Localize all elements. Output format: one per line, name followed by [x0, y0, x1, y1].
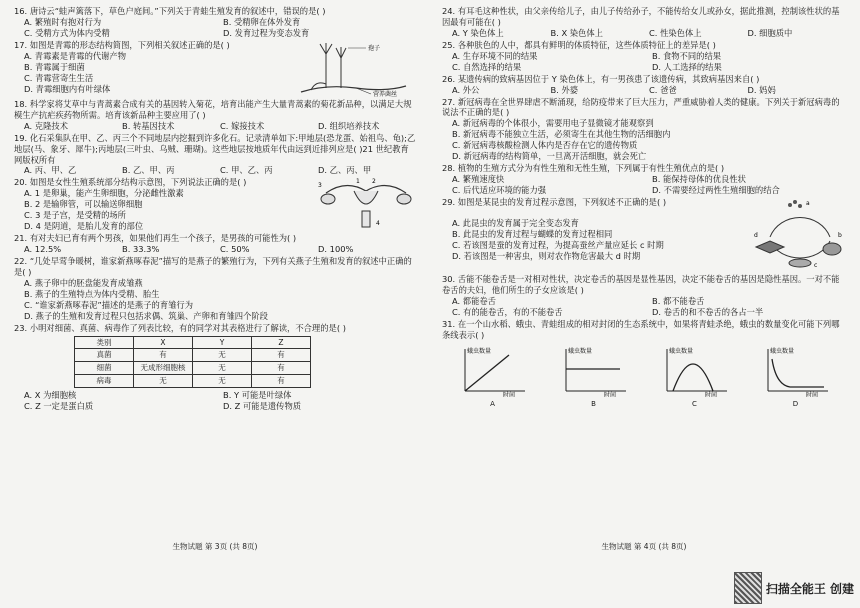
option-b: B. 乙、甲、丙 — [122, 165, 175, 176]
option-a: A. 12.5% — [24, 244, 62, 254]
fig-label: c — [814, 261, 818, 269]
table-cell: 无 — [193, 375, 252, 388]
option-c: C. 嫁接技术 — [220, 120, 265, 131]
option-d: D. 细胞质中 — [747, 27, 793, 38]
graph-option-d — [760, 345, 832, 409]
option-c: C. 性染色体上 — [649, 27, 702, 38]
table-cell: 有 — [134, 349, 193, 362]
option-d: D. 组织培养技术 — [318, 120, 380, 131]
fig-label: 1 — [356, 178, 360, 186]
fig-label: 营养菌丝 — [373, 90, 398, 98]
question-21 — [14, 233, 416, 255]
question-19 — [14, 133, 416, 177]
option-b: B. 受精卵在体外发育 — [223, 16, 301, 27]
fig-label: 2 — [372, 178, 376, 186]
option-a: A. 繁殖时有抱对行为 — [24, 16, 102, 27]
y-axis-label: 蛾虫数量 — [567, 347, 592, 355]
option-b: B. X 染色体上 — [550, 27, 603, 38]
table-cell: 细菌 — [75, 362, 134, 375]
question-18 — [14, 99, 416, 132]
option-b: B. 新冠病毒不能独立生活，必须寄生在其他生物的活细胞内 — [452, 129, 671, 140]
option-a: A. 青霉素是青霉的代谢产物 — [24, 50, 127, 61]
question-16 — [14, 6, 416, 39]
option-a: A. 新冠病毒的个体很小，需要用电子显微镜才能观察到 — [452, 118, 654, 129]
option-b: B. 都不能卷舌 — [652, 295, 705, 306]
graph-options — [442, 345, 846, 409]
option-c: C. 有的能卷舌，有的不能卷舌 — [452, 306, 563, 317]
page-footer: 生物试题 第 3页 (共 8页) — [172, 542, 258, 552]
fig-label: b — [838, 231, 842, 239]
table-cell: 有 — [252, 362, 311, 375]
fig-label: d — [754, 231, 758, 239]
graph-letter: B — [591, 399, 596, 408]
table-cell: 无 — [193, 349, 252, 362]
option-c: C. 3 是子宫，是受精的场所 — [24, 210, 126, 221]
question-stem: 25. 各种肤色的人中，都具有鲜明的体质特征，这些体质特征上的差异是( ) — [442, 39, 716, 50]
option-b: B. 33.3% — [122, 244, 160, 254]
question-25 — [442, 40, 846, 73]
table-row — [75, 349, 311, 362]
fig-label: a — [806, 199, 810, 207]
penicillium-diagram — [296, 40, 416, 98]
question-22 — [14, 256, 416, 322]
table-cell: 病毒 — [75, 375, 134, 388]
table-cell: 无 — [193, 362, 252, 375]
option-a: A. 丙、甲、乙 — [24, 165, 77, 176]
option-d: D. 发育过程为变态发育 — [223, 27, 310, 38]
fig-label: 孢子 — [368, 44, 381, 52]
x-axis-label: 时间 — [704, 391, 717, 397]
fig-label: 4 — [376, 220, 380, 228]
option-c: C. Z 一定是蛋白质 — [24, 401, 94, 411]
option-c: C. 自然选择的结果 — [452, 61, 522, 72]
option-d: D. 若该图是一种害虫，则对农作物危害最大 d 时期 — [452, 250, 641, 261]
question-stem: 22. “几处早莺争暖树，谁家新燕啄春泥”描写的是燕子的繁殖行为，下列有关燕子生殖和发育的叙述中正确的是( ) — [14, 255, 412, 277]
option-b: B. 能保持母体的优良性状 — [652, 174, 746, 185]
option-b: B. 外婆 — [550, 84, 579, 95]
option-c: C. 后代适应环境的能力强 — [452, 185, 547, 195]
option-b: B. Y 可能是叶绿体 — [223, 390, 292, 401]
option-c: C. 新冠病毒核酸检测人体内是否存在它的遗传物质 — [452, 140, 638, 151]
table-cell: 无成形细胞核 — [134, 362, 193, 375]
question-stem: 18. 科学家将艾草中与青蒿素合成有关的基因转入菊花，培育出能产生大量青蒿素的菊花新品种，以满足大规模生产抗疟疾药物所需。培育该新品种主要应用了( ) — [14, 98, 412, 120]
qr-code-icon — [734, 572, 762, 604]
option-a: A. X 为细胞核 — [24, 390, 77, 401]
x-axis-label: 时间 — [502, 391, 515, 397]
comparison-table — [74, 336, 311, 389]
option-d: D. 新冠病毒的结构简单，一旦离开活细胞，就会死亡 — [452, 151, 647, 162]
watermark-text: 扫描全能王 创建 — [765, 581, 854, 596]
insect-lifecycle-diagram — [750, 197, 846, 273]
option-c: C. 50% — [220, 244, 250, 254]
option-b: B. 燕子的生殖特点为体内受精、胎生 — [24, 288, 160, 299]
option-c: C. “谁家新燕啄春泥”描述的是燕子的育雏行为 — [24, 299, 194, 310]
graph-letter: D — [792, 399, 799, 408]
scanner-watermark — [734, 572, 854, 604]
option-d: D. Z 可能是遗传物质 — [223, 401, 302, 411]
option-d: D. 100% — [318, 244, 354, 254]
option-d: D. 燕子的生殖和发育过程只包括求偶、筑巢、产卵和育雏四个阶段 — [24, 310, 268, 321]
graph-option-b — [558, 345, 630, 409]
option-a: A. 外公 — [452, 84, 480, 95]
option-d: D. 乙、丙、甲 — [318, 165, 372, 176]
table-cell: 真菌 — [75, 349, 134, 362]
table-header: Y — [193, 336, 252, 349]
question-30 — [442, 274, 846, 318]
question-stem: 17. 如图是青霉的形态结构简图，下列相关叙述正确的是( ) — [14, 39, 230, 50]
table-header: 类别 — [75, 336, 134, 349]
table-header-row — [75, 336, 311, 349]
option-d: D. 不需要经过两性生殖细胞的结合 — [652, 185, 780, 195]
question-stem: 16. 唐诗云“蛙声篱落下，草色户庭间。”下列关于青蛙生殖发育的叙述中，错误的是( ) — [14, 6, 326, 16]
female-reproductive-diagram — [316, 177, 416, 231]
table-cell: 有 — [252, 375, 311, 388]
question-stem: 21. 有对夫妇已育有两个男孩，如果他们再生一个孩子，是男孩的可能性为( ) — [14, 233, 297, 244]
option-a: A. 克隆技术 — [24, 120, 68, 131]
option-d: D. 4 是阴道，是胎儿发育的部位 — [24, 221, 144, 232]
y-axis-label: 蛾虫数量 — [668, 347, 693, 355]
x-axis-label: 时间 — [603, 391, 616, 397]
option-a: A. 此昆虫的发育属于完全变态发育 — [452, 217, 579, 228]
option-c: C. 受精方式为体内受精 — [24, 27, 110, 38]
x-axis-label: 时间 — [805, 391, 818, 397]
y-axis-label: 蛾虫数量 — [769, 347, 794, 355]
table-header: Z — [252, 336, 311, 349]
question-31 — [442, 319, 846, 409]
question-stem: 26. 某遗传病的致病基因位于 Y 染色体上，有一男孩患了该遗传病，其致病基因来自( ) — [442, 73, 760, 84]
question-27 — [442, 97, 846, 163]
option-a: A. 生存环境不同的结果 — [452, 50, 538, 61]
option-a: A. 1 是卵巢，能产生卵细胞，分泌雌性激素 — [24, 188, 184, 199]
question-17 — [14, 40, 416, 98]
option-c: C. 青霉营寄生生活 — [24, 72, 94, 83]
question-28 — [442, 163, 846, 196]
option-a: A. Y 染色体上 — [452, 27, 504, 38]
option-c: C. 若该图是蚕的发育过程，为提高蚕丝产量应延长 c 时期 — [452, 239, 664, 250]
table-row — [75, 362, 311, 375]
question-stem: 30. 舌能不能卷舌是一对相对性状，决定卷舌的基因是显性基因，决定不能卷舌的基因是隐性基因。一对不能卷舌的夫妇，他们所生的子女应该是( ) — [442, 273, 840, 295]
right-page — [434, 0, 854, 560]
question-stem: 29. 如图是某昆虫的发育过程示意图，下列叙述不正确的是( ) — [442, 196, 667, 207]
option-b: B. 青霉属于细菌 — [24, 61, 85, 72]
question-23 — [14, 323, 416, 412]
question-stem: 20. 如图是女性生殖系统部分结构示意图，下列说法正确的是( ) — [14, 177, 247, 188]
table-header: X — [134, 336, 193, 349]
table-cell: 无 — [134, 375, 193, 388]
question-29 — [442, 197, 846, 273]
graph-letter: C — [692, 399, 697, 408]
option-d: D. 青霉细胞内有叶绿体 — [24, 83, 111, 94]
option-d: D. 人工选择的结果 — [652, 61, 722, 72]
option-d: D. 妈妈 — [747, 84, 776, 95]
option-b: B. 2 是输卵管，可以输送卵细胞 — [24, 199, 143, 210]
question-26 — [442, 74, 846, 96]
question-stem: 27. 新冠病毒在全世界肆虐不断涌现，给防疫带来了巨大压力，严重威胁着人类的健康。下列关于新冠病毒的说法不正确的是( ) — [442, 96, 840, 118]
option-c: C. 爸爸 — [649, 84, 677, 95]
table-row — [75, 375, 311, 388]
question-stem: 19. 化石采集队在甲、乙、丙三个不同地层内挖掘到许多化石。记录清单如下:甲地层(恐龙蛋、始祖鸟、龟);乙地层(马、象牙、犀牛);丙地层(三叶虫、乌贼、珊瑚)。这些地层按地质年代由远到近排列应是( )21 世纪教育网版权所有 — [14, 132, 416, 165]
fig-label: 3 — [318, 182, 322, 190]
option-b: B. 此昆虫的发育过程与蝴蝶的发育过程相同 — [452, 228, 613, 239]
y-axis-label: 蛾虫数量 — [466, 347, 491, 355]
option-c: C. 甲、乙、丙 — [220, 165, 273, 176]
question-stem: 23. 小明对细菌、真菌、病毒作了列表比较，有的同学对其表格进行了解读，不合理的是( ) — [14, 322, 346, 333]
question-stem: 28. 植物的生殖方式分为有性生殖和无性生殖，下列属于有性生殖优点的是( ) — [442, 163, 725, 174]
question-24 — [442, 6, 846, 39]
graph-option-c — [659, 345, 731, 409]
graph-letter: A — [490, 399, 495, 408]
left-page — [6, 0, 424, 560]
option-d: D. 卷舌的和不卷舌的各占一半 — [652, 306, 764, 317]
page-footer: 生物试题 第 4页 (共 8页) — [601, 542, 687, 552]
option-a: A. 都能卷舌 — [452, 295, 496, 306]
graph-option-a — [457, 345, 529, 409]
question-stem: 24. 有耳毛这种性状，由父亲传给儿子，由儿子传给孙子，不能传给女儿或孙女，据此推测，控制该性状的基因最有可能在( ) — [442, 6, 840, 27]
option-a: A. 繁殖速度快 — [452, 174, 505, 185]
option-b: B. 转基因技术 — [122, 120, 175, 131]
table-cell: 有 — [252, 349, 311, 362]
option-b: B. 食物不同的结果 — [652, 50, 722, 61]
question-20 — [14, 177, 416, 232]
option-a: A. 燕子卵中的胚盘能发育成雏燕 — [24, 277, 143, 288]
question-stem: 31. 在一个山水稻、蛾虫、青蛙组成的相对封闭的生态系统中，如果将青蛙杀绝，蛾虫的数量变化可能下列哪条线表示( ) — [442, 318, 840, 340]
